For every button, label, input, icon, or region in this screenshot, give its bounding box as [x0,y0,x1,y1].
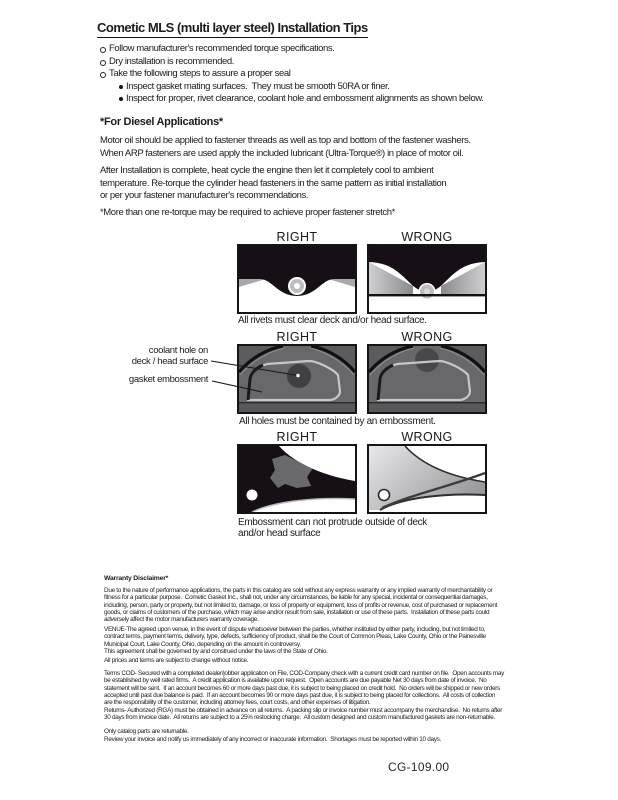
diagram-caption: All holes must be contained by an embossment. [239,416,436,427]
disclaimer-paragraph: All prices and terms are subject to change without notice. [104,657,249,664]
disclaimer-line: Municipal Court, Lake County, Ohio, depending on the amount in controversy. [104,640,301,648]
disclaimer-line: fitness for a particular purpose. Cometic Gasket Inc., shall not, under any circumstances, be liable for any special, incidental or consequential damages, [104,594,488,602]
sub-bullet-item: Inspect for proper, rivet clearance, coolant hole and embossment alignments as shown below. [126,93,484,104]
page-title: Cometic MLS (multi layer steel) Installation Tips [97,20,368,38]
diesel-paragraph-line: or per your fastener manufacturer's recommendations. [100,190,309,201]
hole-wrong-illustration [369,346,485,412]
bullet-item: Take the following steps to assure a proper seal [109,68,291,79]
diagram-rivet-right [237,244,357,314]
right-label: RIGHT [276,330,318,344]
bullet-icon [100,72,106,78]
callout-line: coolant hole on [148,345,208,356]
disclaimer-paragraph [104,670,504,707]
embossment-right-illustration [239,446,355,512]
disclaimer-heading: Warranty Disclaimer* [104,575,169,582]
hole-right-illustration [239,346,355,412]
page-code: CG-109.00 [388,760,450,774]
disclaimer-line: Terms COD- Secured with a completed dealer/jobber application on File, COD-Company check with a current credit card number on file. Open accounts may [104,670,505,677]
diagram-embossment-right [237,444,357,514]
disclaimer-line: adversely affect the motor manufacturers warranty coverage. [104,616,259,624]
diesel-paragraph-line: temperature. Re-torque the cylinder head fasteners in the same pattern as initial installation [100,177,447,189]
wrong-label: WRONG [401,330,453,344]
embossment-wrong-illustration [369,446,485,512]
rivet-right-illustration [239,246,355,312]
disclaimer-line: Returns- Authorized (RGA) must be obtained in advance on all returns. A packing slip or invoice number must accompany the merchandise. No returns after [104,707,503,714]
coolant-hole-callout [100,345,208,367]
diagram-caption: All rivets must clear deck and/or head surface. [238,315,427,326]
disclaimer-line: goods, or claims of customers of the purchase, which may arise and/or result from sale, installation or use of these parts. Installation of these parts could [104,609,490,617]
diesel-paragraph-line: When ARP fasteners are used apply the included lubricant (Ultra-Torque®) in place of motor oil. [100,147,464,159]
disclaimer-line: VENUE-The agreed upon venue, in the event of dispute whatsoever between the parties, whether instituted by either party, including, but not limited to, [104,626,486,633]
disclaimer-line: be established by well rated firms. A credit application is available upon request. Open accounts are due payable Net 30 days from date of invoice. No [104,677,487,685]
wrong-label: WRONG [401,230,453,244]
gasket-embossment-callout: gasket embossment [128,374,208,385]
diagram-embossment-wrong [367,444,487,514]
diagram-caption-line: Embossment can not protrude outside of deck [238,517,427,528]
disclaimer-line: 30 days from invoice date. All returns are subject to a 25% restocking charge. All custom designed and custom manufactured gaskets are non-returnable. [104,714,495,722]
diesel-paragraph-line: Motor oil should be applied to fastener threads as well as top and bottom of the fastener washers. [100,135,471,146]
right-label: RIGHT [276,430,318,444]
disclaimer-line: statement will be sent. If an account becomes 60 or more days past due, it is subject to being placed on credit hold. No orders will be shipped or new orders [104,684,500,692]
disclaimer-paragraph: Only catalog parts are returnable. [104,728,189,735]
callout-line: deck / head surface [131,356,208,367]
wrong-label: WRONG [401,430,453,444]
disclaimer-paragraph [104,626,486,655]
bullet-item: Follow manufacturer's recommended torque specifications. [109,43,335,54]
disclaimer-line: are the responsibility of the customer, including attorney fees, court costs, and other expenses of litigation. [104,699,371,707]
disclaimer-paragraph: Review your invoice and notify us immediately of any incorrect or inaccurate information. Shortages must be reported within 10 days. [104,735,441,743]
disclaimer-line: This agreement shall be governed by and construed under the laws of the State of Ohio. [104,648,328,656]
bullet-icon [100,47,106,53]
diagram-hole-wrong [367,344,487,414]
disclaimer-line: Due to the nature of performance applications, the parts in this catalog are sold without any express warranty or any implied warranty of merchantability or [104,587,493,594]
disclaimer-line: contract terms, payment terms, delivery, type, defects, sufficiency of product, shall be the Court of Common Pleas, Lake County, Ohio or the Painesville [104,633,486,641]
disclaimer-line: including, person, party or property, but not limited to, damage, or loss of property or equipment, loss of profits or revenue, cost of purchased or replacement [104,601,498,609]
right-label: RIGHT [276,230,318,244]
bullet-icon [100,60,106,66]
sub-bullet-icon [119,85,123,89]
sub-bullet-item: Inspect gasket mating surfaces. They must be smooth 50RA or finer. [126,80,390,92]
disclaimer-line: accepted until past due balance is paid. If an account becomes 90 or more days past due, it is subject to being placed for collections. All costs of collection [104,692,496,700]
rivet-wrong-illustration [369,246,485,312]
diagram-hole-right [237,344,357,414]
diesel-note: *More than one re-torque may be required to achieve proper fastener stretch* [100,207,395,218]
diagram-caption-line: and/or head surface [238,528,321,539]
disclaimer-paragraph [104,707,502,722]
diesel-paragraph-line: After Installation is complete, heat cycle the engine then let it completely cool to ambient [100,165,434,176]
disclaimer-paragraph [104,587,497,624]
diesel-heading: *For Diesel Applications* [100,116,223,128]
diagram-rivet-wrong [367,244,487,314]
sub-bullet-icon [119,97,123,101]
bullet-item: Dry installation is recommended. [109,55,235,67]
